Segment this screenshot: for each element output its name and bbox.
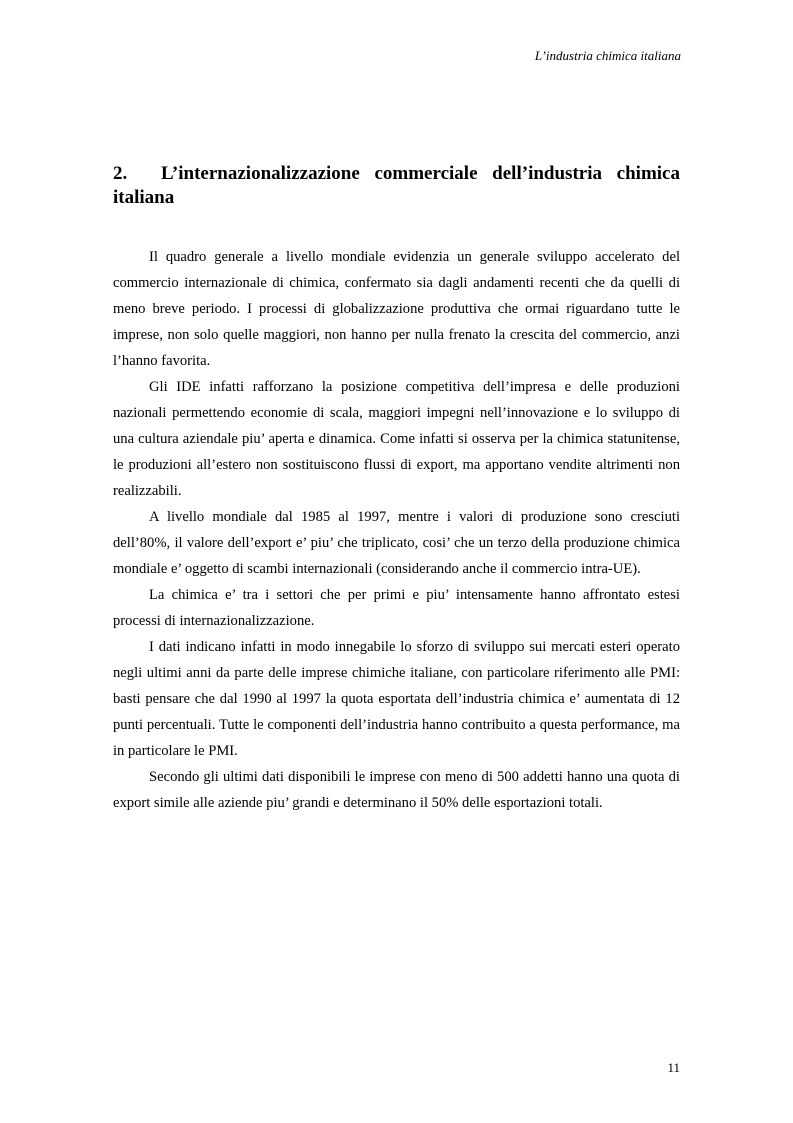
- paragraph: I dati indicano infatti in modo innegabile lo sforzo di sviluppo sui mercati esteri operato negli ultimi anni da parte delle imprese chimiche italiane, con particolare riferimento alle PMI: basti pensare che dal 1990 al 1997 la quota esportata dell’industria chimica e’ aumentata di 12 punti percentuali. Tutte le componenti dell’industria hanno contribuito a questa performance, ma in particolare le PMI.: [113, 639, 680, 759]
- paragraph: Gli IDE infatti rafforzano la posizione competitiva dell’impresa e delle produzioni nazionali permettendo economie di scala, maggiori impegni nell’innovazione e lo sviluppo di una cultura aziendale piu’ aperta e dinamica. Come infatti si osserva per la chimica statunitense, le produzioni all’estero non sostituiscono flussi di export, ma apportano vendite altrimenti non realizzabili.: [113, 379, 680, 499]
- running-header: L’industria chimica italiana: [534, 48, 681, 63]
- body-text: [113, 244, 680, 816]
- section-number: 2.: [113, 163, 128, 184]
- paragraph: Il quadro generale a livello mondiale evidenzia un generale sviluppo accelerato del commercio internazionale di chimica, confermato sia dagli andamenti recenti che da quelli di meno breve periodo. I processi di globalizzazione produttiva che ormai riguardano tutte le imprese, non solo quelle maggiori, non hanno per nulla frenato la crescita del commercio, anzi l’hanno favorita.: [113, 249, 680, 369]
- paragraph: Secondo gli ultimi dati disponibili le imprese con meno di 500 addetti hanno una quota di export simile alle aziende piu’ grandi e determinano il 50% delle esportazioni totali.: [113, 769, 680, 811]
- section-heading: [113, 162, 680, 210]
- page-number: 11: [667, 1060, 680, 1075]
- paragraph: A livello mondiale dal 1985 al 1997, mentre i valori di produzione sono cresciuti dell’80%, il valore dell’export e’ piu’ che triplicato, cosi’ che un terzo della produzione chimica mondiale e’ oggetto di scambi internazionali (considerando anche il commercio intra-UE).: [113, 509, 680, 577]
- paragraph: La chimica e’ tra i settori che per primi e piu’ intensamente hanno affrontato estesi processi di internazionalizzazione.: [113, 587, 680, 629]
- section-title: L’internazionalizzazione commerciale dell’industria chimica italiana: [113, 163, 680, 208]
